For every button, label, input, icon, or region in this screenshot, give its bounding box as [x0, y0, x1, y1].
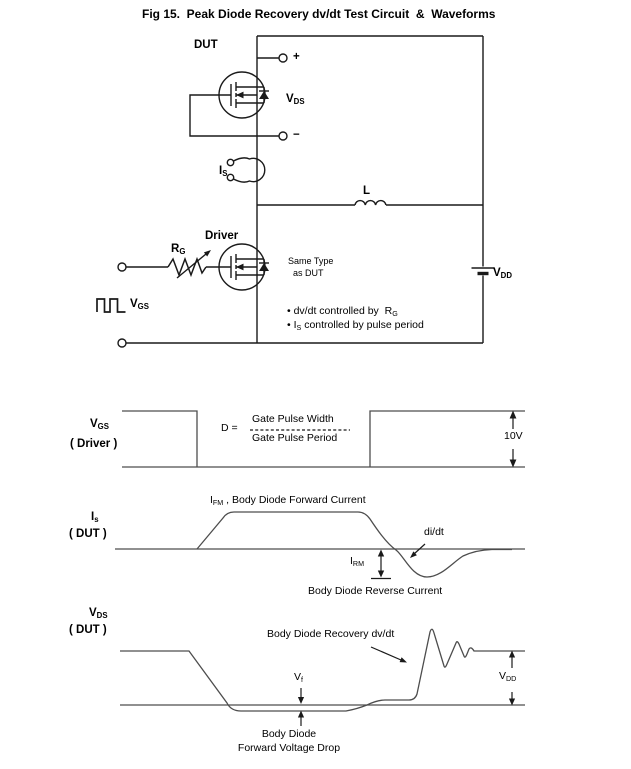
same-type-line1: Same Type: [288, 256, 334, 266]
irm-annotation: $I_{RM}$: [350, 555, 365, 568]
vds-circuit-label: $V_{DS}$: [286, 93, 305, 106]
inductor-label: L: [363, 185, 371, 197]
duty-lhs: D =: [221, 422, 241, 434]
gate-input-terminal: [118, 263, 126, 271]
duty-denominator: Gate Pulse Period: [252, 432, 338, 444]
duty-numerator: Gate Pulse Width: [252, 413, 334, 425]
note-is: • $I_S$ controlled by pulse period: [287, 319, 424, 332]
plus-label: +: [293, 51, 300, 63]
ground-terminal: [118, 339, 126, 347]
inductor-symbol: [355, 201, 386, 205]
driver-label: Driver: [205, 230, 239, 242]
recovery-caption: Body Diode Recovery dv/dt: [267, 628, 395, 640]
vgs-wave-label: $V_{GS}$: [90, 418, 109, 431]
drop-caption-line2: Forward Voltage Drop: [237, 742, 341, 754]
vgs-circuit-label: $V_{GS}$: [130, 298, 149, 311]
drop-caption-line1: Body Diode: [261, 728, 317, 740]
figure-title: Fig 15. Peak Diode Recovery dv/dt Test Circuit & Waveforms: [142, 7, 496, 21]
plus-terminal: [279, 54, 287, 62]
vdd-wave-annotation: $V_{DD}$: [499, 670, 517, 683]
note-dvdt: • dv/dt controlled by $R_G$: [287, 305, 398, 318]
minus-label: −: [293, 129, 300, 141]
amplitude-10v: 10V: [504, 430, 523, 442]
is-circuit-label: $I_S$: [219, 165, 228, 178]
same-type-line2: as DUT: [293, 268, 324, 278]
ifm-annotation: $I_{FM}$ , Body Diode Forward Current: [210, 494, 366, 507]
circuit-schematic: [97, 36, 495, 347]
vds-annotations: [298, 647, 515, 726]
dut-gate-loop: [190, 95, 257, 136]
is-wave-label: $I_s$: [91, 511, 99, 524]
current-probe-symbol: [227, 158, 264, 182]
vf-annotation: $V_f$: [294, 671, 303, 684]
vds-waveform: [120, 629, 525, 711]
is-waveform: [115, 512, 525, 577]
vdd-circuit-label: $V_{DD}$: [493, 267, 512, 280]
rg-label: $R_G$: [171, 243, 186, 256]
battery-symbol: [472, 268, 495, 274]
vds-wave-label: $V_{DS}$: [89, 607, 108, 620]
reverse-current-caption: Body Diode Reverse Current: [308, 585, 443, 597]
vds-wave-label2: ( DUT ): [69, 624, 107, 636]
dut-label: DUT: [194, 39, 218, 51]
is-wave-label2: ( DUT ): [69, 528, 107, 540]
minus-terminal: [279, 132, 287, 140]
pulse-waveform-icon: [97, 299, 126, 312]
vgs-wave-label2: ( Driver ): [70, 438, 118, 450]
didt-annotation: di/dt: [424, 526, 444, 538]
